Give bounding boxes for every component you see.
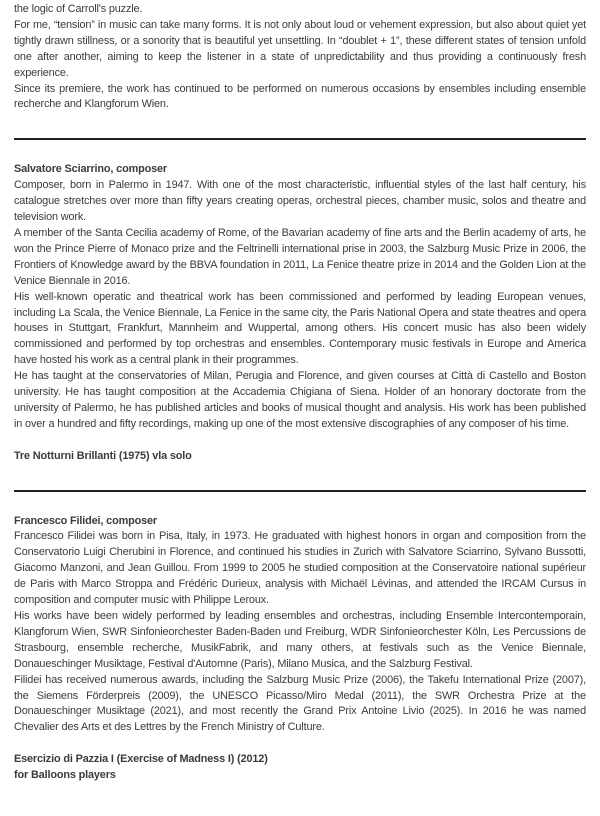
body-paragraph: His well-known operatic and theatrical work has been commissioned and performed by leading European venues, including La Scala, the Venice Biennale, La Fenice in the same city, the Paris National Opera and state theatres and opera houses in Stuttgart, Frankfurt, Mannheim and Wuppertal, among others. His concert music has also been widely commissioned and performed by top orchestras and ensembles. Contemporary music festivals in Europe and America have hosted his work as a central plank in their programmes. xyxy=(14,290,586,367)
section-filidei xyxy=(14,514,586,784)
intro-paragraph: the logic of Carroll's puzzle. xyxy=(14,3,143,15)
section-heading: Francesco Filidei, composer xyxy=(14,514,158,527)
body-paragraph: A member of the Santa Cecilia academy of Rome, of the Bavarian academy of fine arts and the Berlin academy of arts, he won the Prince Pierre of Monaco prize and the Feltrinelli international prise in 2003, the Salzburg Music Prize in 2006, the Frontiers of Knowledge award by the BBVA foundation in 2011, La Fenice theatre prize in 2014 and the Golden Lion at the Venice Biennale in 2016. xyxy=(14,226,586,287)
body-paragraph: Francesco Filidei was born in Pisa, Italy, in 1973. He graduated with highest honors in organ and composition from the Conservatorio Luigi Cherubini in Florence, and continued his studies in Zurich with Salvatore Sciarrino, Sylvano Bussotti, Giacomo Manzoni, and Jean Guillou. From 1999 to 2005 he studied composition at the Conservatoire national supérieur de Paris with Marco Stroppa and Frédéric Durieux, analysis with Michaël Lévinas, and attended the IRCAM Cursus in composition and computer music with Philippe Leroux. xyxy=(14,530,586,607)
section-divider xyxy=(14,138,586,140)
work-title: Esercizio di Pazzia I (Exercise of Madness I) (2012) xyxy=(14,753,268,766)
section-heading: Salvatore Sciarrino, composer xyxy=(14,163,168,176)
body-paragraph: Composer, born in Palermo in 1947. With one of the most characteristic, influential styles of the last half century, his catalogue stretches over more than fifty years creating operas, orchestral pieces, chamber music, solos and theatre and television work. xyxy=(14,179,586,224)
section-divider xyxy=(14,490,586,492)
body-paragraph: Filidei has received numerous awards, including the Salzburg Music Prize (2006), the Takefu International Prize (2007), the Siemens Förderpreis (2009), the UNESCO Picasso/Miro Medal (2011), the SWR Orchestra Prize at the Donaueschinger Musiktage (2021), and most recently the Grand Prix Antoine Livio (2025). In 2016 he was named Chevalier des Arts et des Lettres by the French Ministry of Culture. xyxy=(14,673,586,734)
work-subtitle: for Balloons players xyxy=(14,769,116,782)
intro-section xyxy=(14,2,586,113)
intro-paragraph: Since its premiere, the work has continued to be performed on numerous occasions by ensembles including ensemble recherche and Klangforum Wien. xyxy=(14,82,586,111)
section-sciarrino xyxy=(14,162,586,464)
body-paragraph: His works have been widely performed by leading ensembles and orchestras, including Ensemble Intercontemporain, Klangforum Wien, SWR Sinfonieorchester Baden-Baden und Freiburg, WDR Sinfonieorchester Köln, Les Percussions de Strasbourg, ensemble recherche, MusikFabrik, and many others, at festivals such as the Venice Biennale, Donaueschinger Musiktage, Festival d'Automne (Paris), Milano Musica, and the Salzburg Festival. xyxy=(14,609,586,670)
body-paragraph: He has taught at the conservatories of Milan, Perugia and Florence, and given courses at Città di Castello and Boston university. He has taught composition at the Accademia Chigiana of Siena. Holder of an honorary doctorate from the university of Palermo, he has published articles and books of musical thought and analysis. His work has been published in over a hundred and fifty recordings, making up one of the most extensive discographies of any composer of his time. xyxy=(14,370,586,430)
intro-paragraph: For me, “tension” in music can take many forms. It is not only about loud or vehement expression, but also about quiet yet tightly drawn stillness, or a sonority that is beautiful yet unsettling. In “doublet + 1”, these different states of tension unfold one after another, aiming to keep the listener in a state of unpredictability and thus providing a continuously fresh experience. xyxy=(14,18,586,79)
work-title: Tre Notturni Brillanti (1975) vla solo xyxy=(14,449,192,462)
